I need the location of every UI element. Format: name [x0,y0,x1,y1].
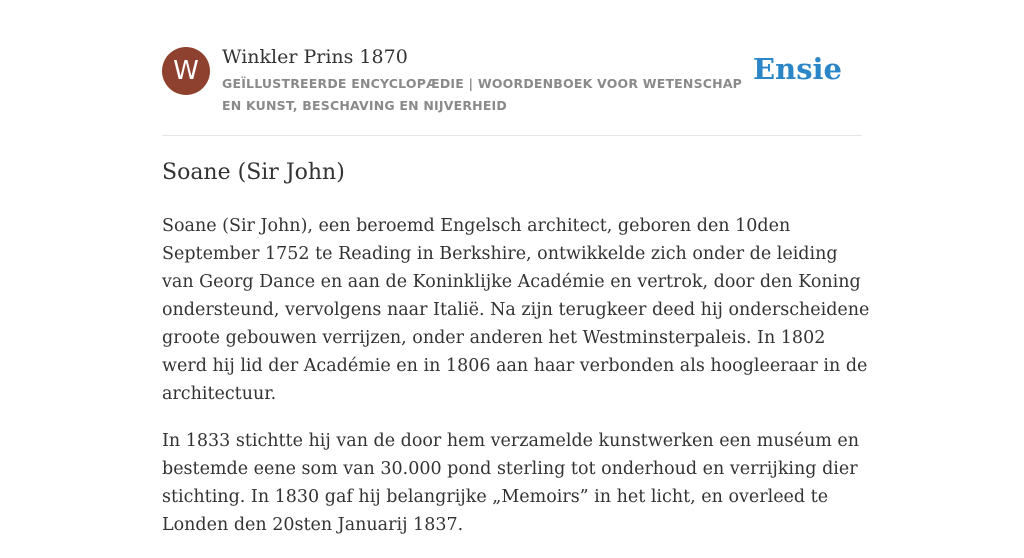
article-title: Soane (Sir John) [162,160,345,185]
article-paragraph-1: Soane (Sir John), een beroemd Engelsch architect, geboren den 10den September 1752 te Reading in Berkshire, ontwikkelde zich onder de leiding van Georg Dance en aan de Koninklijke Académie en vertrok, door den Koning ondersteund, vervolgens naar Italië. Na zijn terugkeer deed hij onderscheidene groote gebouwen verrijzen, onder anderen het Westminsterpaleis. In 1802 werd hij lid der Académie en in 1806 aan haar verbonden als hoogleeraar in de architectuur. [162,216,870,404]
article-body [162,212,872,558]
source-subtitle: GEÏLLUSTREERDE ENCYCLOPÆDIE | WOORDENBOEK VOOR WETENSCHAP EN KUNST, BESCHAVING EN NIJVERHEID [222,76,743,113]
source-header [162,0,862,136]
source-title[interactable]: Winkler Prins 1870 [222,46,408,68]
page-container [162,0,870,535]
article-paragraph-2: In 1833 stichtte hij van de door hem verzamelde kunstwerken een muséum en bestemde eene som van 30.000 pond sterling tot onderhoud en verrijking dier stichting. In 1830 gaf hij belangrijke „Memoirs” in het licht, en overleed te Londen den 20sten Januarij 1837. [162,431,860,535]
source-avatar[interactable]: W [162,47,210,95]
ensie-logo-link[interactable]: Ensie [753,52,842,86]
